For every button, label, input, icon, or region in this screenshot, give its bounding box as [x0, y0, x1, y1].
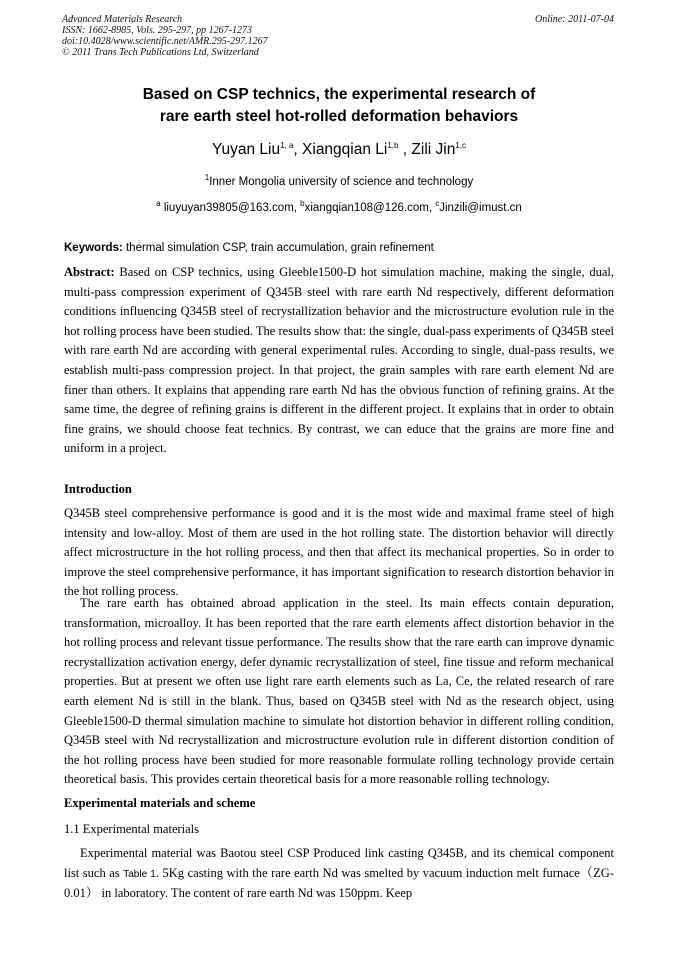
author-2-sup: 1,b	[387, 140, 399, 150]
paper-title	[64, 84, 614, 128]
email-list	[64, 199, 614, 214]
copyright-line: © 2011 Trans Tech Publications Ltd, Switzerland	[62, 47, 259, 58]
author-1-sup: 1, a	[280, 140, 294, 150]
email-c-sup: c	[435, 199, 440, 209]
title-line-2: rare earth steel hot-rolled deformation behaviors	[159, 108, 519, 125]
materials-p1-a: Experimental material was Baotou steel CSP Produced link casting Q345B, and its chemical component list such as	[64, 846, 614, 880]
email-b: xiangqian108@126.com,	[304, 202, 436, 214]
materials-heading: Experimental materials and scheme	[64, 796, 256, 810]
journal-name: Advanced Materials Research	[62, 14, 183, 25]
doi-line: doi:10.4028/www.scientific.net/AMR.295-297.1267	[62, 36, 268, 47]
affiliation-sup: 1	[204, 173, 210, 183]
author-3-sup: 1,c	[455, 140, 466, 150]
table-1-reference: Table 1	[123, 868, 156, 880]
email-a: liuyuyan39805@163.com,	[160, 202, 301, 214]
keywords	[64, 242, 614, 254]
materials-paragraph-1	[64, 844, 614, 904]
journal-header	[62, 14, 268, 58]
online-date: Online: 2011-07-04	[535, 14, 614, 25]
materials-p1-b: . 5Kg casting with the rare earth Nd was smelted by vacuum induction melt furnace（ZG-0.01） in laboratory. The content of rare earth Nd was 150ppm. Keep	[64, 865, 614, 901]
author-3: , Zili Jin	[398, 141, 456, 158]
introduction-heading: Introduction	[64, 482, 132, 496]
email-a-sup: a	[156, 199, 161, 209]
introduction-p1-text: Q345B steel comprehensive performance is good and it is the most wide and maximal frame steel of high intensity and low-alloy. Most of them are used in the hot rolling state. The distortion behavior will directly affect microstructure in the hot rolling process, and then that affect its mechanical properties. So in order to improve the steel comprehensive performance, it has important signification to research distortion behavior in the hot rolling process.	[64, 506, 614, 599]
author-1: Yuyan Liu	[211, 141, 281, 158]
abstract-label: Abstract:	[64, 265, 115, 279]
introduction-p2-text: The rare earth has obtained abroad application in the steel. Its main effects contain depuration, transformation, microalloy. It has been reported that the rare earth elements affect distortion behavior in the hot rolling process and relevant tissue performance. The results show that the rare earth can improve dynamic recrystallization activation energy, defer dynamic recrystallization of steel, fine tissue and reform mechanical properties. But at present we often use light rare earth elements such as La, Ce, the related research of rare earth element Nd is still in the blank. Thus, based on Q345B steel with Nd as the research object, using Gleeble1500-D thermal simulation machine to simulate hot distortion behavior in different rolling condition, Q345B steel with Nd recrystallization and microstructure evolution rule in different distortion condition of the hot rolling process have been studied for more reasonable formulate rolling technology provide certain theoretical basis. This provides certain theoretical basis for a more reasonable rolling technology.	[64, 596, 614, 787]
email-b-sup: b	[300, 199, 305, 209]
keywords-label: Keywords:	[64, 242, 123, 254]
affiliation	[64, 173, 614, 188]
author-2: , Xiangqian Li	[293, 141, 388, 158]
title-line-1: Based on CSP technics, the experimental research of	[142, 86, 536, 103]
abstract-text: Based on CSP technics, using Gleeble1500-D hot simulation machine, making the single, dual, multi-pass compression experiment of Q345B steel with rare earth Nd respectively, different deformation conditions influencing Q345B steel of recrystallization behavior and the microstructure evolution rule in the hot rolling process have been studied. The results show that: the single, dual-pass experiments of Q345B steel with rare earth Nd are according with general experimental rules. According to single, dual-pass results, we establish multi-pass compression project. In that project, the grain samples with rare earth element Nd are finer than others. It explains that appending rare earth Nd has the obvious function of refining grains. At the same time, the degree of refining grains is different in the different project. It explains that in order to obtain fine grains, we should choose feat technics. By contrast, we can educe that the grains are more fine and uniform in a project.	[64, 265, 614, 456]
abstract	[64, 263, 614, 459]
email-c: Jinzili@imust.cn	[439, 202, 522, 214]
keywords-text: thermal simulation CSP, train accumulation, grain refinement	[122, 242, 434, 254]
author-list	[64, 141, 614, 159]
materials-subheading: 1.1 Experimental materials	[64, 822, 200, 836]
affiliation-text: Inner Mongolia university of science and technology	[209, 176, 474, 188]
introduction-paragraph-1	[64, 504, 614, 602]
issn-line: ISSN: 1662-8985, Vols. 295-297, pp 1267-1273	[62, 25, 252, 36]
introduction-paragraph-2	[64, 594, 614, 790]
